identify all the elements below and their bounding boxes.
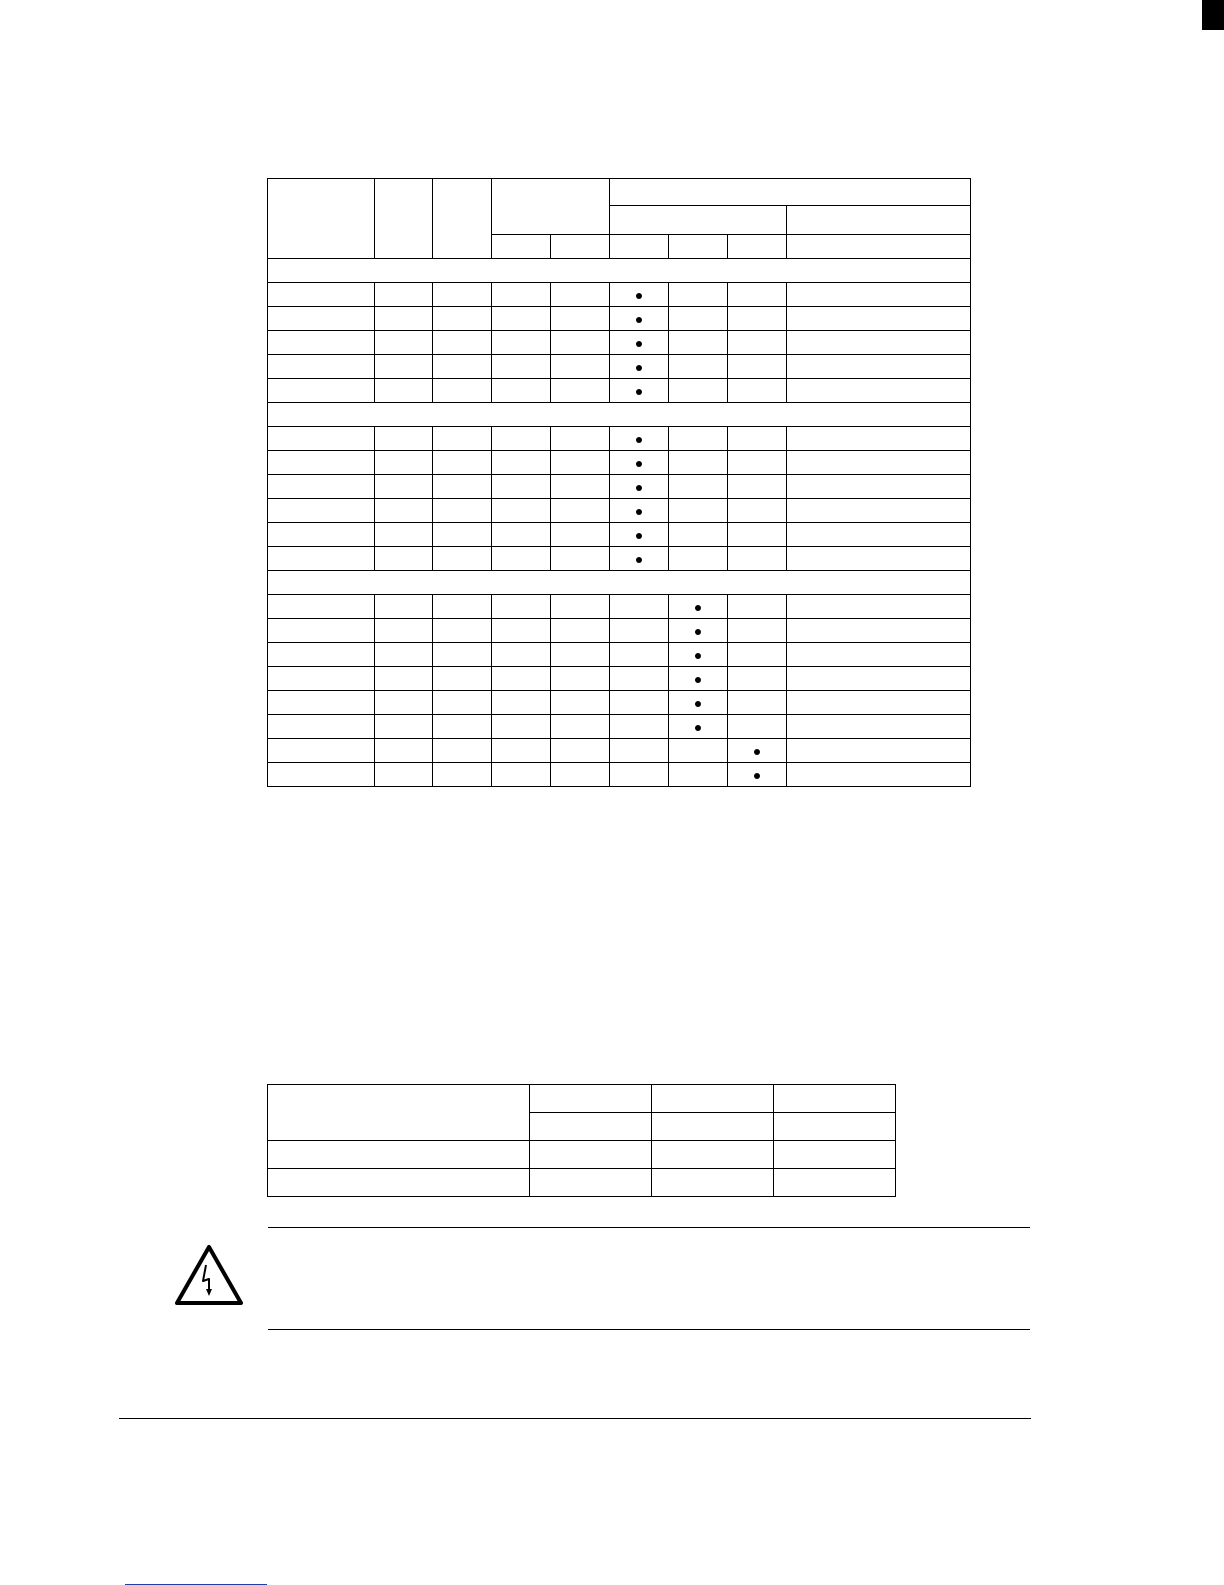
header-cell — [433, 179, 492, 259]
table-cell — [492, 283, 551, 307]
marker-dot — [695, 701, 701, 707]
table-cell — [433, 475, 492, 499]
marker-dot — [636, 557, 642, 563]
table-cell — [375, 379, 433, 403]
table-cell — [610, 715, 669, 739]
table-cell — [728, 499, 787, 523]
rating-cell — [774, 1141, 896, 1169]
rating-cell — [530, 1085, 652, 1113]
table-cell — [728, 715, 787, 739]
table-cell — [433, 331, 492, 355]
header-cell — [610, 179, 971, 206]
table-cell — [787, 523, 971, 547]
table-row — [268, 523, 971, 547]
table-row — [268, 451, 971, 475]
marker-dot — [695, 725, 701, 731]
table-cell — [375, 331, 433, 355]
table-cell — [728, 763, 787, 787]
marker-dot — [754, 749, 760, 755]
table-cell — [787, 283, 971, 307]
table-cell — [610, 619, 669, 643]
table-cell — [669, 739, 728, 763]
table-cell — [669, 595, 728, 619]
rating-cell — [268, 1169, 530, 1197]
table-cell — [433, 547, 492, 571]
rating-cell — [652, 1085, 774, 1113]
table-cell — [375, 595, 433, 619]
rating-cell — [530, 1113, 652, 1141]
table-cell — [787, 691, 971, 715]
section-row — [268, 259, 971, 283]
table-cell — [610, 355, 669, 379]
table-cell — [375, 475, 433, 499]
table-cell — [375, 307, 433, 331]
table-row — [268, 331, 971, 355]
table-cell — [551, 379, 610, 403]
table-cell — [551, 619, 610, 643]
table-cell — [492, 451, 551, 475]
rating-cell — [774, 1169, 896, 1197]
table-cell — [268, 355, 375, 379]
table-cell — [728, 523, 787, 547]
table-cell — [268, 379, 375, 403]
table-cell — [610, 547, 669, 571]
table-cell — [433, 667, 492, 691]
table-cell — [551, 427, 610, 451]
table-cell — [268, 547, 375, 571]
marker-dot — [636, 341, 642, 347]
marker-dot — [754, 773, 760, 779]
table-cell — [433, 643, 492, 667]
header-cell — [551, 235, 610, 259]
table-cell — [492, 763, 551, 787]
table-cell — [268, 523, 375, 547]
marker-dot — [695, 653, 701, 659]
specification-table — [267, 178, 971, 787]
table-row — [268, 475, 971, 499]
marker-dot — [636, 509, 642, 515]
table-cell — [433, 499, 492, 523]
table-cell — [268, 667, 375, 691]
table-cell — [728, 307, 787, 331]
rating-table — [267, 1084, 896, 1197]
table-cell — [728, 547, 787, 571]
table-cell — [728, 691, 787, 715]
marker-dot — [636, 293, 642, 299]
table-cell — [669, 283, 728, 307]
marker-dot — [636, 365, 642, 371]
table-cell — [610, 475, 669, 499]
table-cell — [268, 307, 375, 331]
table-cell — [492, 427, 551, 451]
table-cell — [375, 427, 433, 451]
header-cell — [787, 235, 971, 259]
table-cell — [728, 595, 787, 619]
table-cell — [610, 739, 669, 763]
table-cell — [610, 451, 669, 475]
table-cell — [375, 355, 433, 379]
table-cell — [551, 331, 610, 355]
marker-dot — [636, 437, 642, 443]
table-cell — [433, 619, 492, 643]
table-row — [268, 691, 971, 715]
table-cell — [551, 763, 610, 787]
table-cell — [433, 523, 492, 547]
table-cell — [669, 643, 728, 667]
rating-cell — [774, 1113, 896, 1141]
table-cell — [551, 475, 610, 499]
table-cell — [433, 451, 492, 475]
header-cell — [492, 235, 551, 259]
rating-cell — [530, 1169, 652, 1197]
table-cell — [610, 691, 669, 715]
rating-cell — [652, 1113, 774, 1141]
table-cell — [787, 475, 971, 499]
table-cell — [787, 619, 971, 643]
table-cell — [787, 451, 971, 475]
table-row — [268, 595, 971, 619]
warning-top-rule — [268, 1227, 1030, 1228]
table-cell — [268, 283, 375, 307]
table-cell — [669, 691, 728, 715]
table-cell — [268, 451, 375, 475]
table-cell — [610, 379, 669, 403]
table-row — [268, 643, 971, 667]
table-cell — [268, 739, 375, 763]
table-cell — [492, 739, 551, 763]
section-header-cell — [268, 259, 971, 283]
table-cell — [728, 379, 787, 403]
table-cell — [787, 643, 971, 667]
table-cell — [433, 379, 492, 403]
table-cell — [492, 379, 551, 403]
table-cell — [669, 451, 728, 475]
table-cell — [433, 307, 492, 331]
table-cell — [375, 643, 433, 667]
table-cell — [669, 379, 728, 403]
table-cell — [268, 715, 375, 739]
table-cell — [492, 643, 551, 667]
table-cell — [268, 499, 375, 523]
section-header-cell — [268, 403, 971, 427]
header-cell — [610, 206, 787, 235]
footer-rule — [119, 1418, 1031, 1419]
table-cell — [268, 595, 375, 619]
table-cell — [551, 451, 610, 475]
table-cell — [728, 451, 787, 475]
table-row — [268, 283, 971, 307]
table-cell — [610, 667, 669, 691]
table-cell — [551, 595, 610, 619]
rating-cell — [268, 1141, 530, 1169]
table-cell — [433, 691, 492, 715]
table-row — [268, 715, 971, 739]
table-cell — [669, 619, 728, 643]
table-cell — [728, 643, 787, 667]
table-cell — [268, 475, 375, 499]
table-cell — [787, 331, 971, 355]
table-cell — [375, 691, 433, 715]
table-cell — [492, 355, 551, 379]
marker-dot — [636, 389, 642, 395]
table-cell — [551, 667, 610, 691]
table-cell — [375, 283, 433, 307]
table-cell — [728, 667, 787, 691]
table-cell — [787, 499, 971, 523]
table-row — [268, 619, 971, 643]
table-cell — [375, 715, 433, 739]
table-cell — [492, 331, 551, 355]
table-cell — [728, 739, 787, 763]
table-cell — [610, 307, 669, 331]
header-cell — [268, 179, 375, 259]
table-cell — [728, 427, 787, 451]
table-cell — [268, 763, 375, 787]
table-cell — [492, 667, 551, 691]
table-cell — [610, 499, 669, 523]
table-cell — [610, 763, 669, 787]
table-cell — [787, 739, 971, 763]
table-cell — [728, 331, 787, 355]
header-cell — [610, 235, 669, 259]
table-cell — [268, 691, 375, 715]
marker-dot — [636, 533, 642, 539]
table-cell — [492, 715, 551, 739]
marker-dot — [695, 677, 701, 683]
table-cell — [492, 547, 551, 571]
table-cell — [433, 739, 492, 763]
table-row — [268, 355, 971, 379]
table-row — [268, 379, 971, 403]
rating-cell — [530, 1141, 652, 1169]
table-cell — [375, 619, 433, 643]
table-cell — [492, 307, 551, 331]
section-row — [268, 403, 971, 427]
table-cell — [375, 547, 433, 571]
table-cell — [787, 307, 971, 331]
table-row — [268, 667, 971, 691]
table-cell — [268, 619, 375, 643]
table-cell — [610, 595, 669, 619]
table-cell — [787, 715, 971, 739]
table-cell — [669, 523, 728, 547]
table-cell — [787, 595, 971, 619]
table-cell — [551, 523, 610, 547]
table-cell — [492, 499, 551, 523]
table-row — [268, 763, 971, 787]
table-cell — [728, 355, 787, 379]
table-cell — [375, 451, 433, 475]
table-cell — [551, 643, 610, 667]
table-cell — [728, 475, 787, 499]
table-cell — [375, 763, 433, 787]
table-cell — [492, 691, 551, 715]
header-cell — [669, 235, 728, 259]
table-cell — [433, 427, 492, 451]
table-cell — [669, 763, 728, 787]
table-cell — [551, 307, 610, 331]
table-cell — [669, 547, 728, 571]
section-header-cell — [268, 571, 971, 595]
table-cell — [669, 427, 728, 451]
header-cell — [492, 179, 610, 235]
table-row — [268, 547, 971, 571]
table-cell — [787, 547, 971, 571]
table-cell — [551, 691, 610, 715]
table-cell — [669, 355, 728, 379]
table-cell — [268, 331, 375, 355]
table-cell — [728, 283, 787, 307]
marker-dot — [636, 317, 642, 323]
marker-dot — [695, 629, 701, 635]
header-cell — [375, 179, 433, 259]
table-cell — [551, 283, 610, 307]
table-cell — [669, 331, 728, 355]
table-cell — [610, 283, 669, 307]
table-cell — [787, 667, 971, 691]
table-cell — [728, 619, 787, 643]
table-cell — [787, 427, 971, 451]
marker-dot — [636, 461, 642, 467]
table-cell — [551, 355, 610, 379]
table-cell — [610, 427, 669, 451]
table-cell — [669, 475, 728, 499]
table-cell — [669, 667, 728, 691]
table-cell — [787, 763, 971, 787]
table-cell — [433, 763, 492, 787]
table-row — [268, 499, 971, 523]
table-cell — [492, 595, 551, 619]
table-cell — [669, 499, 728, 523]
table-cell — [375, 499, 433, 523]
table-cell — [551, 739, 610, 763]
table-cell — [268, 643, 375, 667]
warning-bottom-rule — [268, 1329, 1030, 1330]
rating-cell — [652, 1169, 774, 1197]
table-cell — [610, 643, 669, 667]
header-cell — [787, 206, 971, 235]
section-row — [268, 571, 971, 595]
table-cell — [433, 595, 492, 619]
table-cell — [492, 475, 551, 499]
table-cell — [787, 379, 971, 403]
table-cell — [669, 307, 728, 331]
table-cell — [669, 715, 728, 739]
marker-dot — [636, 485, 642, 491]
table-cell — [375, 667, 433, 691]
table-row — [268, 307, 971, 331]
table-cell — [375, 523, 433, 547]
rating-cell — [268, 1085, 530, 1141]
table-cell — [492, 619, 551, 643]
table-cell — [551, 547, 610, 571]
table-cell — [492, 523, 551, 547]
table-row — [268, 427, 971, 451]
table-cell — [610, 523, 669, 547]
table-cell — [551, 715, 610, 739]
rating-cell — [652, 1141, 774, 1169]
table-cell — [787, 355, 971, 379]
page-edge-mark — [1202, 0, 1224, 30]
header-cell — [728, 235, 787, 259]
table-cell — [433, 715, 492, 739]
rating-cell — [774, 1085, 896, 1113]
table-cell — [375, 739, 433, 763]
marker-dot — [695, 605, 701, 611]
table-cell — [610, 331, 669, 355]
table-cell — [433, 355, 492, 379]
table-cell — [551, 499, 610, 523]
table-cell — [433, 283, 492, 307]
electrical-hazard-icon — [173, 1243, 245, 1307]
table-row — [268, 739, 971, 763]
table-cell — [268, 427, 375, 451]
